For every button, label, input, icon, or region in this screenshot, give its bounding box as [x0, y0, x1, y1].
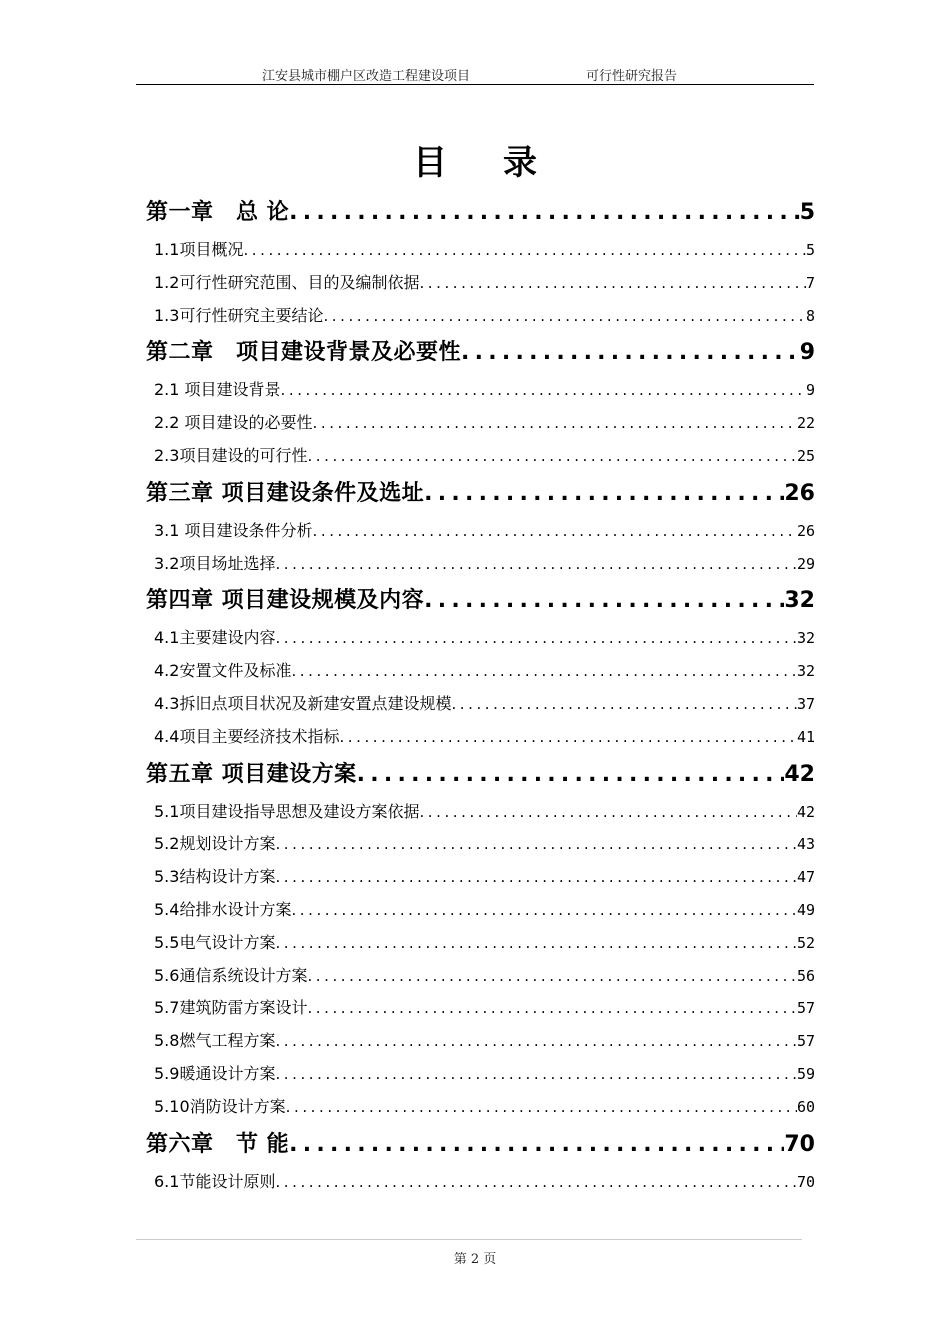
- toc-entry-label: 2.3项目建设的可行性: [154, 445, 308, 465]
- toc-entry-page-number: 32: [796, 629, 815, 648]
- toc-entry-page-number: 25: [796, 446, 815, 465]
- table-of-contents: [146, 192, 815, 1198]
- toc-entry-page-number: 42: [784, 761, 815, 787]
- toc-entry-page-number: 9: [799, 340, 815, 366]
- toc-section-entry[interactable]: [146, 548, 815, 581]
- toc-entry-label: 第一章 总 论: [146, 200, 290, 225]
- toc-leader-dots: [275, 622, 796, 655]
- toc-entry-page-number: 42: [796, 802, 815, 821]
- toc-section-entry[interactable]: [146, 655, 815, 688]
- toc-section-entry[interactable]: [146, 374, 815, 407]
- toc-entry-label: 4.3拆旧点项目状况及新建安置点建设规模: [154, 693, 452, 713]
- toc-entry-page-number: 59: [796, 1064, 815, 1083]
- toc-entry-label: 5.7建筑防雷方案设计: [154, 998, 308, 1018]
- toc-entry-page-number: 56: [796, 966, 815, 985]
- toc-section-entry[interactable]: [146, 300, 815, 333]
- toc-entry-label: 4.1主要建设内容: [154, 628, 276, 648]
- toc-leader-dots: [461, 332, 800, 374]
- toc-section-entry[interactable]: [146, 828, 815, 861]
- toc-entry-page-number: 37: [796, 694, 815, 713]
- toc-entry-label: 2.1 项目建设背景: [154, 380, 281, 400]
- toc-leader-dots: [275, 828, 796, 861]
- page-header: [136, 64, 814, 85]
- toc-chapter-entry[interactable]: [146, 473, 815, 515]
- toc-leader-dots: [289, 192, 800, 234]
- toc-entry-page-number: 49: [796, 900, 815, 919]
- toc-entry-label: 1.2可行性研究范围、目的及编制依据: [154, 272, 420, 292]
- toc-entry-label: 5.2规划设计方案: [154, 834, 276, 854]
- toc-leader-dots: [451, 688, 796, 721]
- toc-entry-label: 4.4项目主要经济技术指标: [154, 726, 340, 746]
- toc-leader-dots: [275, 927, 796, 960]
- toc-entry-page-number: 26: [784, 480, 815, 506]
- toc-entry-page-number: 7: [805, 273, 815, 292]
- toc-entry-page-number: 9: [805, 381, 815, 400]
- header-report-type: 可行性研究报告: [586, 69, 678, 84]
- toc-entry-page-number: 70: [796, 1172, 815, 1191]
- toc-leader-dots: [419, 796, 796, 829]
- toc-leader-dots: [424, 473, 784, 515]
- toc-entry-label: 第三章 项目建设条件及选址: [146, 480, 425, 506]
- header-project-name: 江安县城市棚户区改造工程建设项目: [262, 69, 471, 84]
- toc-section-entry[interactable]: [146, 407, 815, 440]
- toc-entry-label: 1.1项目概况: [154, 240, 244, 259]
- toc-leader-dots: [243, 234, 806, 267]
- toc-section-entry[interactable]: [146, 1025, 815, 1058]
- toc-entry-label: 3.1 项目建设条件分析: [154, 520, 313, 540]
- toc-leader-dots: [275, 1166, 796, 1199]
- toc-leader-dots: [275, 861, 796, 894]
- toc-entry-page-number: 43: [796, 835, 815, 854]
- toc-section-entry[interactable]: [146, 721, 815, 754]
- toc-leader-dots: [289, 1124, 784, 1166]
- toc-section-entry[interactable]: [146, 234, 815, 267]
- toc-entry-page-number: 32: [784, 588, 815, 614]
- toc-section-entry[interactable]: [146, 992, 815, 1025]
- toc-entry-page-number: 32: [796, 662, 815, 681]
- toc-entry-page-number: 60: [796, 1097, 815, 1116]
- toc-entry-label: 5.9暖通设计方案: [154, 1063, 276, 1083]
- toc-leader-dots: [275, 1025, 796, 1058]
- toc-entry-label: 5.1项目建设指导思想及建设方案依据: [154, 801, 420, 821]
- toc-section-entry[interactable]: [146, 960, 815, 993]
- toc-entry-page-number: 41: [796, 727, 815, 746]
- toc-section-entry[interactable]: [146, 927, 815, 960]
- toc-entry-label: 5.8燃气工程方案: [154, 1031, 276, 1051]
- toc-section-entry[interactable]: [146, 515, 815, 548]
- toc-entry-page-number: 8: [805, 306, 815, 325]
- toc-chapter-entry[interactable]: [146, 332, 815, 374]
- toc-entry-label: 3.2项目场址选择: [154, 553, 276, 573]
- toc-chapter-entry[interactable]: [146, 1124, 815, 1166]
- toc-entry-label: 2.2 项目建设的必要性: [154, 413, 313, 433]
- toc-chapter-entry[interactable]: [146, 754, 815, 796]
- toc-section-entry[interactable]: [146, 440, 815, 473]
- toc-section-entry[interactable]: [146, 1091, 815, 1124]
- toc-leader-dots: [291, 655, 796, 688]
- toc-entry-label: 1.3可行性研究主要结论: [154, 305, 324, 325]
- toc-section-entry[interactable]: [146, 796, 815, 829]
- toc-leader-dots: [357, 754, 785, 796]
- toc-entry-page-number: 52: [796, 933, 815, 952]
- toc-section-entry[interactable]: [146, 622, 815, 655]
- toc-entry-page-number: 5: [805, 241, 815, 259]
- toc-leader-dots: [419, 267, 806, 300]
- toc-leader-dots: [323, 300, 806, 333]
- toc-leader-dots: [307, 992, 796, 1025]
- toc-entry-label: 5.6通信系统设计方案: [154, 965, 308, 985]
- toc-leader-dots: [424, 580, 784, 622]
- toc-entry-label: 第五章 项目建设方案: [146, 761, 357, 787]
- toc-section-entry[interactable]: [146, 1058, 815, 1091]
- toc-section-entry[interactable]: [146, 1166, 815, 1199]
- toc-entry-page-number: 26: [796, 521, 815, 540]
- toc-leader-dots: [291, 894, 796, 927]
- toc-entry-page-number: 47: [796, 868, 815, 887]
- toc-chapter-entry[interactable]: [146, 192, 815, 234]
- toc-entry-page-number: 57: [796, 999, 815, 1018]
- toc-leader-dots: [307, 960, 796, 993]
- toc-entry-label: 第四章 项目建设规模及内容: [146, 588, 425, 614]
- toc-entry-label: 5.4给排水设计方案: [154, 899, 292, 919]
- toc-entry-label: 5.10消防设计方案: [154, 1096, 286, 1116]
- toc-section-entry[interactable]: [146, 688, 815, 721]
- toc-entry-label: 6.1节能设计原则: [154, 1171, 276, 1191]
- toc-leader-dots: [275, 548, 796, 581]
- toc-entry-page-number: 57: [796, 1032, 815, 1051]
- toc-leader-dots: [275, 1058, 796, 1091]
- toc-entry-page-number: 22: [796, 414, 815, 433]
- toc-leader-dots: [307, 440, 796, 473]
- toc-leader-dots: [281, 374, 806, 407]
- toc-leader-dots: [339, 721, 796, 754]
- toc-entry-page-number: 70: [784, 1131, 815, 1157]
- toc-leader-dots: [313, 515, 797, 548]
- toc-chapter-entry[interactable]: [146, 580, 815, 622]
- toc-section-entry[interactable]: [146, 894, 815, 927]
- toc-entry-page-number: 5: [799, 200, 815, 225]
- toc-entry-page-number: 29: [796, 554, 815, 573]
- toc-leader-dots: [286, 1091, 797, 1124]
- footer-divider: [136, 1239, 802, 1240]
- toc-entry-label: 第二章 项目建设背景及必要性: [146, 340, 462, 366]
- toc-entry-label: 第六章 节 能: [146, 1131, 290, 1157]
- toc-entry-label: 4.2安置文件及标准: [154, 661, 292, 681]
- toc-section-entry[interactable]: [146, 861, 815, 894]
- page-number-footer: 第 2 页: [453, 1252, 497, 1267]
- toc-section-entry[interactable]: [146, 267, 815, 300]
- toc-entry-label: 5.3结构设计方案: [154, 867, 276, 887]
- toc-title: 目录: [413, 143, 593, 183]
- toc-leader-dots: [313, 407, 797, 440]
- toc-entry-label: 5.5电气设计方案: [154, 932, 276, 952]
